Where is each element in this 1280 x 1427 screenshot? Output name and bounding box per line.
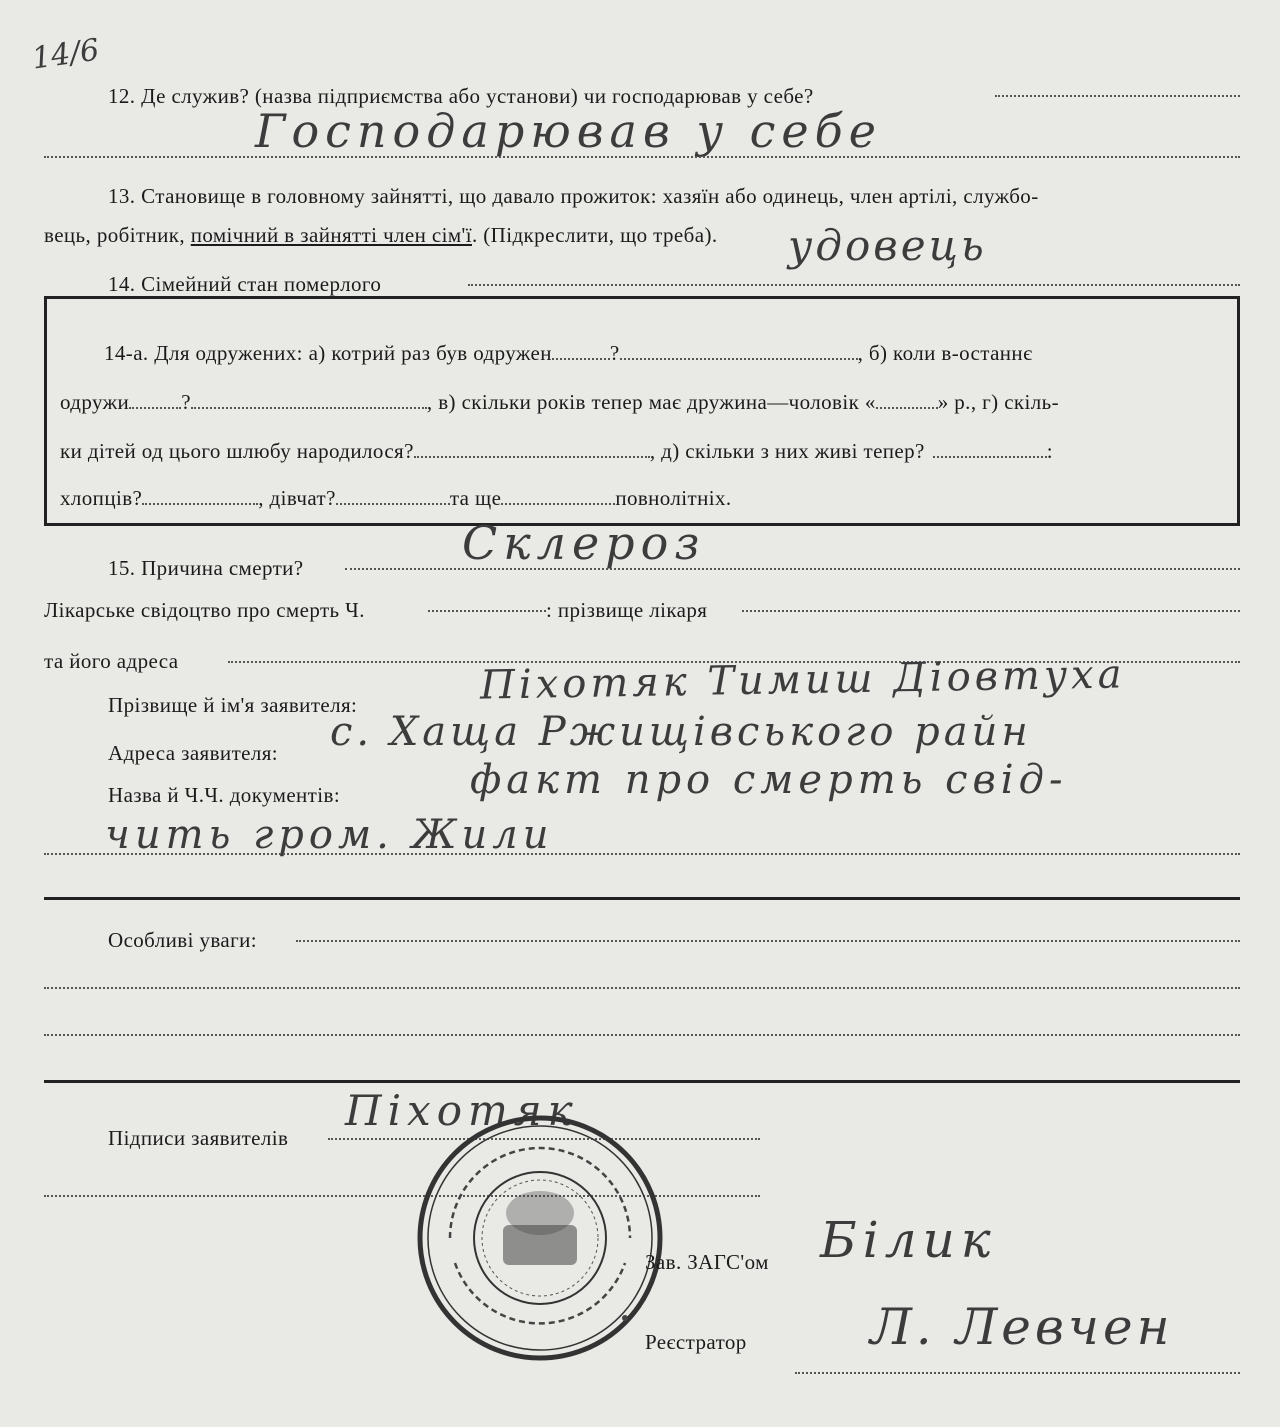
q15-line bbox=[345, 568, 1240, 570]
q14a-line4: хлопців? , дівчат? та ще повнолітніх. bbox=[60, 486, 732, 510]
q14a-line1: 14-а. Для одружених: а) котрий раз був одружен ? , б) коли в-останнє bbox=[104, 341, 1033, 365]
doctor-address-label: та його адреса bbox=[44, 649, 179, 673]
q12-answer: Господарював у себе bbox=[255, 104, 882, 158]
official-seal bbox=[415, 1113, 665, 1363]
registrar-signature: Л. Левчен bbox=[870, 1298, 1174, 1356]
q13-underlined-option: помічний в зайнятті член сім'ї bbox=[190, 223, 472, 247]
applicant-address-label: Адреса заявителя: bbox=[108, 741, 279, 765]
head-label: Зав. ЗАГС'ом bbox=[645, 1250, 769, 1274]
remarks-line-2 bbox=[44, 987, 1240, 989]
separator-1 bbox=[44, 897, 1240, 900]
q14-line bbox=[468, 284, 1240, 286]
applicant-name-value: Піхотяк Тимиш Діовтуха bbox=[479, 651, 1126, 709]
medical-cert-line bbox=[428, 610, 546, 612]
medical-cert-label: Лікарське свідоцтво про смерть Ч. bbox=[44, 598, 365, 622]
doctor-line bbox=[742, 610, 1240, 612]
documents-value-1: факт про смерть свід- bbox=[470, 757, 1068, 803]
q14-answer: удовець bbox=[788, 221, 987, 270]
remarks-line-3 bbox=[44, 1034, 1240, 1036]
q13-line2 bbox=[44, 225, 718, 246]
q12-label: 12. Де служив? (назва підприємства або установи) чи господарював у себе? bbox=[108, 84, 814, 108]
q13-line2-a: вець, робітник, bbox=[44, 223, 191, 247]
q13-line1: 13. Становище в головному зайнятті, що давало прожиток: хазяїн або одинець, член артілі, службо- bbox=[108, 184, 1039, 208]
remarks-line-1 bbox=[296, 940, 1240, 942]
q12-answer-line bbox=[44, 156, 1240, 158]
separator-2 bbox=[44, 1080, 1240, 1083]
doctor-label: : прізвище лікаря bbox=[546, 598, 708, 622]
documents-value-2: чить гром. Жили bbox=[105, 812, 554, 858]
page-mark: 14/6 bbox=[29, 32, 102, 77]
applicant-name-label: Прізвище й ім'я заявителя: bbox=[108, 693, 358, 717]
q14a-line2: одружи ? , в) скільки років тепер має дружина—чоловік « » р., г) скіль- bbox=[60, 390, 1059, 414]
registrar-label: Реєстратор bbox=[645, 1330, 747, 1354]
head-signature: Білик bbox=[820, 1211, 997, 1269]
documents-label: Назва й Ч.Ч. документів: bbox=[108, 783, 341, 807]
applicant-signature: Піхотяк bbox=[345, 1086, 579, 1135]
applicant-address-value: с. Хаща Ржищівського райн bbox=[330, 709, 1032, 755]
applicants-signature-label: Підписи заявителів bbox=[108, 1126, 289, 1150]
q14-label: 14. Сімейний стан померлого bbox=[108, 272, 382, 296]
q15-label: 15. Причина смерти? bbox=[108, 556, 304, 580]
q15-answer: Склероз bbox=[462, 516, 706, 570]
registrar-line bbox=[795, 1372, 1240, 1374]
q12-line-inline bbox=[995, 95, 1240, 97]
remarks-label: Особливі уваги: bbox=[108, 928, 258, 952]
documents-line bbox=[44, 853, 1240, 855]
q14a-line3: ки дітей од цього шлюбу народилося? , д) скільки з них живі тепер? : bbox=[60, 439, 1054, 463]
q13-line2-b: . (Підкреслити, що треба). bbox=[471, 223, 718, 247]
